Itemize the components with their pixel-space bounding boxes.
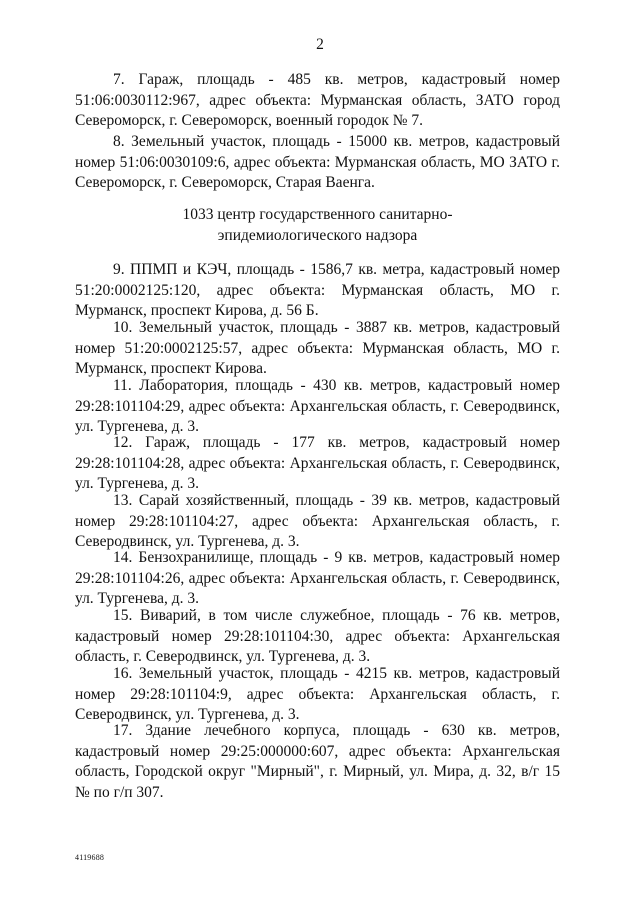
item-8-paragraph: 8. Земельный участок, площадь - 15000 кв. метров, кадастровый номер 51:06:0030109:6, адрес объекта: Мурманская область, МО ЗАТО г. Североморск, г. Североморск, Старая Ваенга. [75, 133, 560, 191]
item-17-paragraph: 17. Здание лечебного корпуса, площадь - 630 кв. метров, кадастровый номер 29:25:000000:607, адрес объекта: Архангельская область, Городской округ "Мирный", г. Мирный, ул. Мира, д. 32, в/г 15 № по г/п 307. [75, 722, 560, 801]
document-id: 4119688 [75, 853, 105, 862]
item-16-paragraph: 16. Земельный участок, площадь - 4215 кв. метров, кадастровый номер 29:28:101104:9, адрес объекта: Архангельская область, г. Северодвинск, ул. Тургенева, д. 3. [75, 665, 560, 723]
item-10-paragraph: 10. Земельный участок, площадь - 3887 кв. метров, кадастровый номер 51:20:0002125:57, адрес объекта: Мурманская область, МО г. Мурманск, проспект Кирова. [75, 319, 560, 377]
section-heading [75, 204, 560, 246]
item-14-paragraph: 14. Бензохранилище, площадь - 9 кв. метров, кадастровый номер 29:28:101104:26, адрес объекта: Архангельская область, г. Северодвинск, ул. Тургенева, д. 3. [75, 549, 560, 607]
item-11-paragraph: 11. Лаборатория, площадь - 430 кв. метров, кадастровый номер 29:28:101104:29, адрес объекта: Архангельская область, г. Северодвинск, ул. Тургенева, д. 3. [75, 377, 560, 435]
item-12-paragraph: 12. Гараж, площадь - 177 кв. метров, кадастровый номер 29:28:101104:28, адрес объекта: Архангельская область, г. Северодвинск, ул. Тургенева, д. 3. [75, 434, 560, 492]
page-number: 2 [316, 36, 324, 53]
item-15-paragraph: 15. Виварий, в том числе служебное, площадь - 76 кв. метров, кадастровый номер 29:28:101104:30, адрес объекта: Архангельская область, г. Северодвинск, ул. Тургенева, д. 3. [75, 607, 560, 665]
item-13-paragraph: 13. Сарай хозяйственный, площадь - 39 кв. метров, кадастровый номер 29:28:101104:27, адрес объекта: Архангельская область, г. Северодвинск, ул. Тургенева, д. 3. [75, 492, 560, 550]
section-heading-line-2: эпидемиологического надзора [217, 227, 418, 244]
item-7-paragraph: 7. Гараж, площадь - 485 кв. метров, кадастровый номер 51:06:0030112:967, адрес объекта: Мурманская область, ЗАТО город Североморск, г. Североморск, военный городок № 7. [75, 71, 560, 129]
item-9-paragraph: 9. ППМП и КЭЧ, площадь - 1586,7 кв. метра, кадастровый номер 51:20:0002125:120, адрес объекта: Мурманская область, МО г. Мурманск, проспект Кирова, д. 56 Б. [75, 261, 560, 319]
section-heading-line-1: 1033 центр государственного санитарно- [182, 206, 453, 223]
